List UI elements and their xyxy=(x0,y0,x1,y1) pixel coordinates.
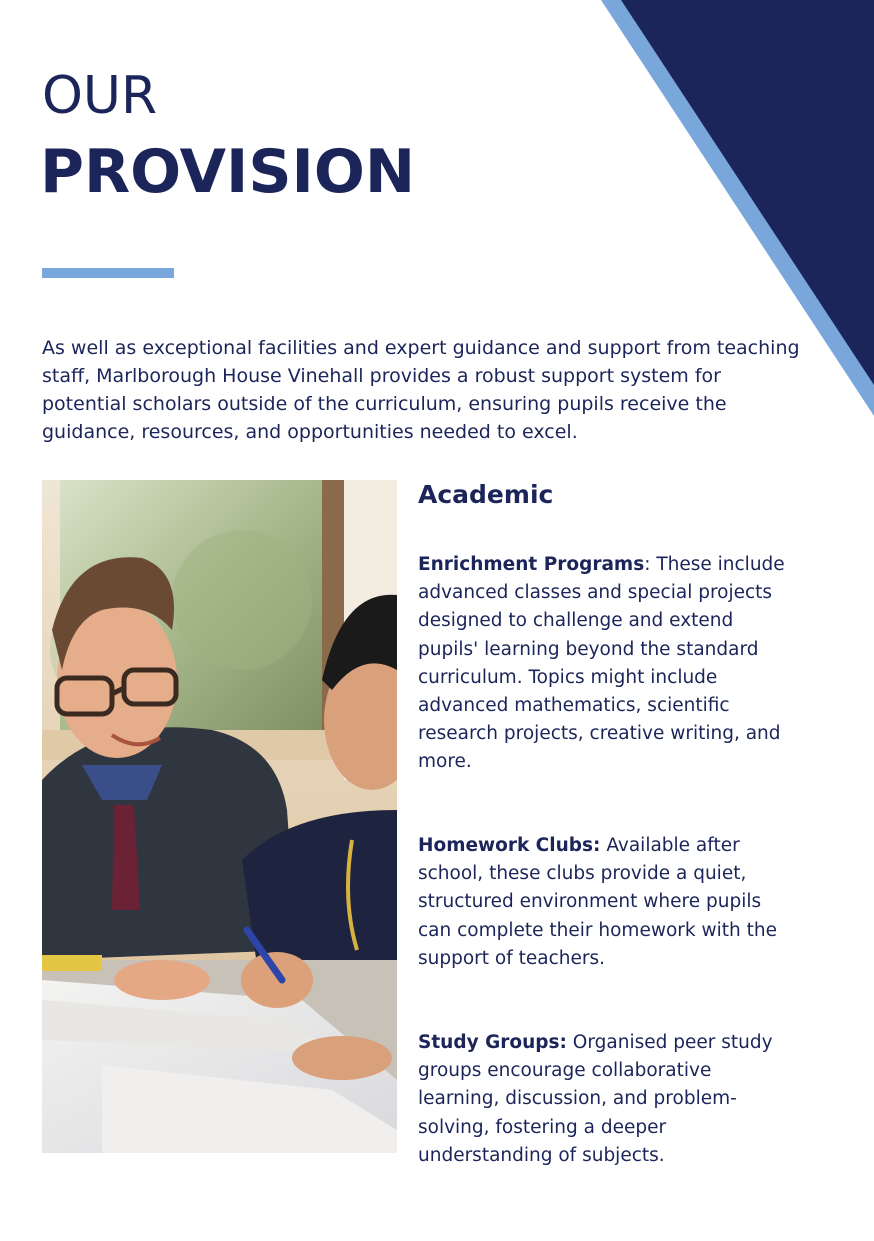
enrichment-programs-text: These include advanced classes and special projects designed to challenge and extend pupils' learning beyond the standard curriculum. Topics might include advanced mathematics, scientific research projects, creative writing, and more. xyxy=(418,554,785,773)
study-groups-text: Organised peer study groups encourage collaborative learning, discussion, and problem-solving, fostering a deeper understanding of subjects. xyxy=(418,1032,773,1166)
enrichment-programs-term: Enrichment Programs xyxy=(418,554,645,575)
teacher-hand xyxy=(114,960,210,1000)
intro-paragraph: As well as exceptional facilities and expert guidance and support from teaching staff, Marlborough House Vinehall provides a robust support system for potential scholars outside of the curriculum, ensuring pupils receive the guidance, resources, and opportunities needed to excel. xyxy=(42,337,800,443)
enrichment-programs-paragraph xyxy=(418,551,798,777)
section-heading-academic: Academic xyxy=(418,480,554,509)
homework-clubs-term: Homework Clubs: xyxy=(418,835,601,856)
study-groups-term: Study Groups: xyxy=(418,1032,567,1053)
homework-clubs-text: Available after school, these clubs provide a quiet, structured environment where pupils can complete their homework with the support of teachers. xyxy=(418,835,777,969)
teacher-and-pupil-photo xyxy=(42,480,397,1153)
enrichment-programs-separator: : xyxy=(644,554,651,575)
title-line-provision: PROVISION xyxy=(40,137,416,207)
title-line-our: OUR xyxy=(42,66,158,126)
study-groups-paragraph xyxy=(418,1029,798,1170)
homework-clubs-paragraph xyxy=(418,832,798,973)
title-underline-bar xyxy=(42,268,174,278)
pupil-hand xyxy=(241,952,313,1008)
